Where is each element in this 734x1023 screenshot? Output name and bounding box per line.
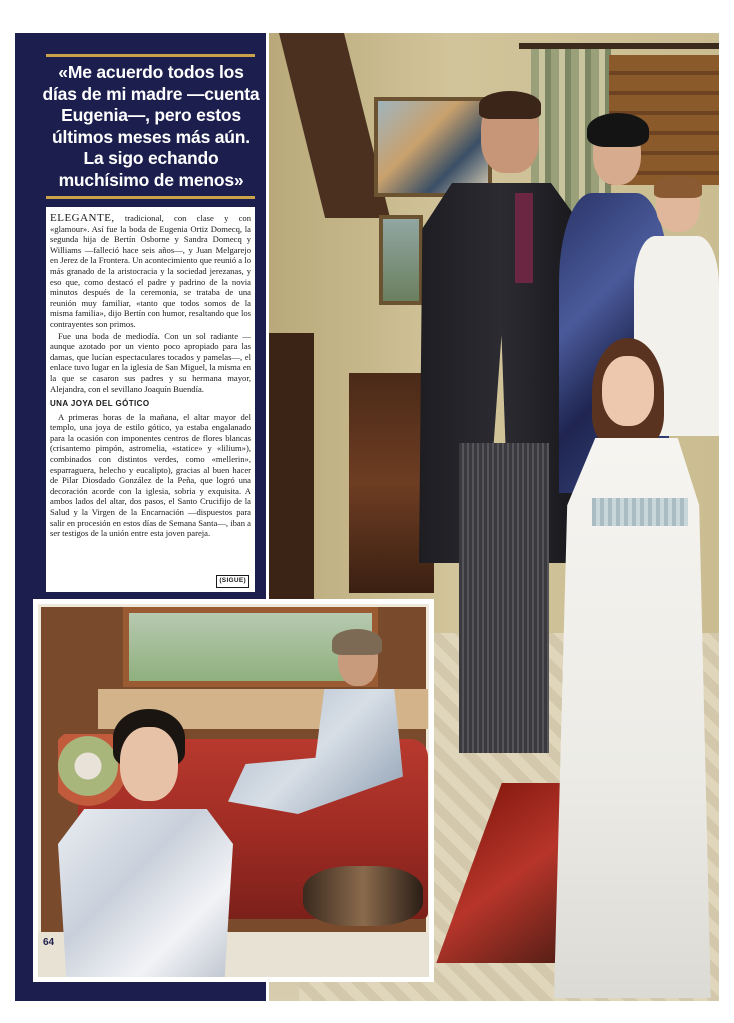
man-trousers [459,443,549,753]
painted-dog [303,866,423,926]
bride-portrait-photo [33,599,434,982]
girl-sash [592,498,688,526]
painted-seated-woman [228,629,408,829]
paragraph-1-text: tradicional, con clase y con «glamour». Así fue la boda de Eugenia Ortiz Domecq, la segunda hija de Bertín Osborne y Sandra Domecq y Williams —falleció hace seis años—, y Juan Melgarejo en Jerez de la Frontera. Un acontecimiento que reunió a lo más granado de la aristocracia y la sociedad jerezanas, y eso que, como destacó el padre y padrino de la novia minutos después de la ceremonia, se trataba de una reunión muy familiar, «tanto que todos somos de la misma familia», dijo Bertín con humor, resaltando que los contrayentes son primos. [50,213,251,329]
girl-head [602,356,654,426]
wall-painting-landscape [379,215,423,305]
girl-in-communion-dress [544,338,719,998]
paragraph-2: Fue una boda de mediodía. Con un sol radiante —aunque azotado por un viento poco apropiado para las damas, que lucían espectaculares tocados y pamelas—, el enlace tuvo lugar en la iglesia de San Miguel, la misma en la que se casaron sus padres y su hermana mayor, Alejandra, con el sevillano Joaquín Buendía. [50,330,251,394]
lead-word: ELEGANTE, [50,212,115,224]
woman-hat [587,113,649,147]
article-subhead: UNA JOYA DEL GÓTICO [50,399,150,409]
painted-woman-body [228,689,403,814]
continued-tag: (SIGUE) [216,575,249,588]
page-number: 64 [43,937,55,948]
article-text-box [46,207,255,592]
man-hair [479,91,541,119]
bottom-gold-rule [46,196,255,199]
bride-gown [58,809,233,982]
pull-quote: «Me acuerdo todos los días de mi madre —cuenta Eugenia—, pero estos últimos meses más aún. La sigo echando muchísimo de menos» [42,62,260,190]
boy-hair [654,176,702,198]
fireplace [269,333,314,633]
bride-in-gown [58,709,233,982]
man-tie [515,193,533,283]
paragraph-3: A primeras horas de la mañana, el altar mayor del templo, una joya de estilo gótico, ya estaba engalanado para la ocasión con imponentes centros de flores blancas (crisantemo pimpón, astromelia, «statice» y «lilium»), combinados con distintos verdes, como «mellerin», esparraguera, helecho y eucalipto), gracias al buen hacer de Pilar Diosdado González de la Peña, que logró una decoración acorde con la iglesia, sobria y exquisita. A ambos lados del altar, dos pasos, el Santo Crucifijo de la Salud y la Virgen de la Encarnación —dispuestos para salir en procesión en estos días de Semana Santa—, iban a ser testigos de la unión entre esta joven pareja. [50,411,251,539]
painted-woman-hair [332,629,382,655]
bride-head [120,727,178,801]
paragraph-1 [50,213,251,330]
top-gold-rule [46,54,255,57]
